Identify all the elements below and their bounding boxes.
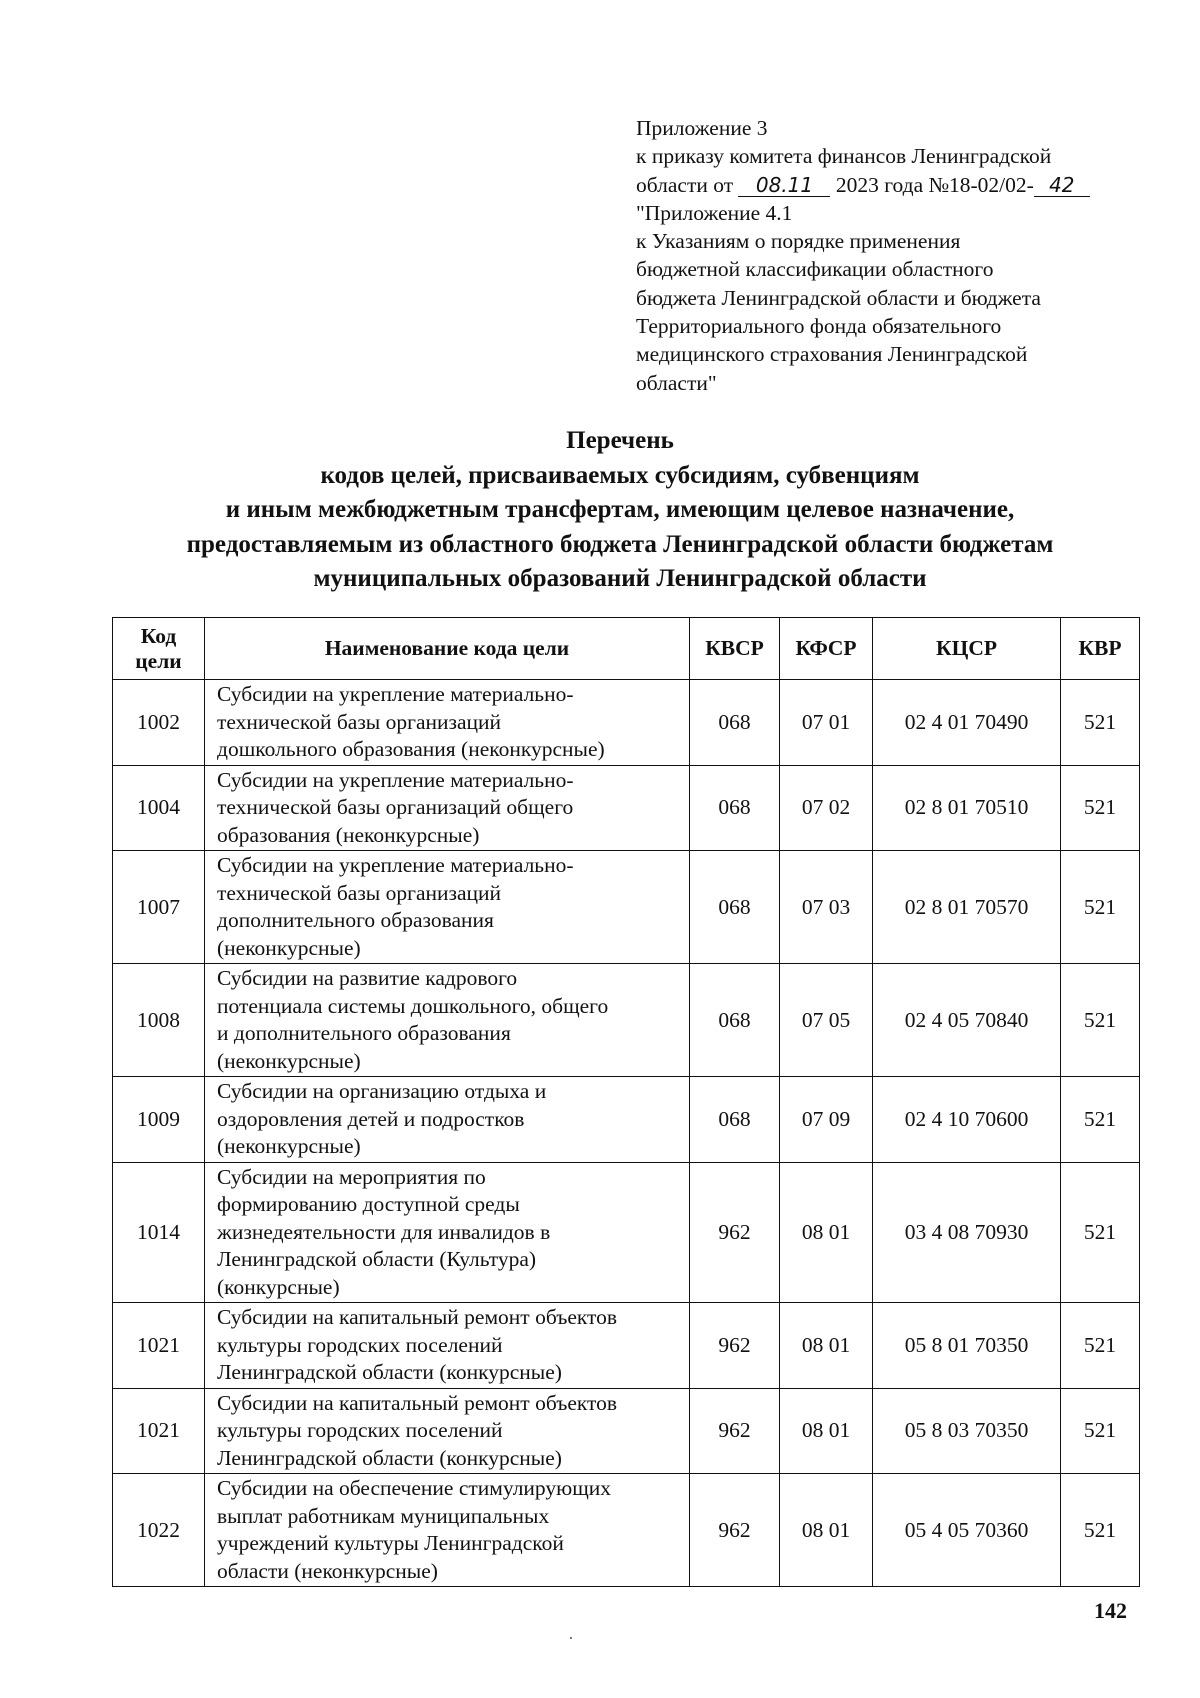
cell-name-line: Субсидии на капитальный ремонт объектов (217, 1390, 618, 1415)
cell-code: 1014 (113, 1162, 205, 1303)
cell-kcsr: 03 4 08 70930 (873, 1162, 1061, 1303)
header-kvr: КВР (1061, 618, 1140, 680)
cell-name-line: культуры городских поселений (217, 1332, 503, 1357)
cell-kvr: 521 (1061, 1388, 1140, 1474)
cell-code: 1021 (113, 1303, 205, 1389)
cell-name-line: технической базы организаций общего (217, 795, 574, 819)
cell-kvr: 521 (1061, 765, 1140, 851)
appendix-line: бюджетной классификации областного (636, 257, 994, 282)
cell-name-line: технической базы организаций (217, 880, 502, 905)
handwritten-date: 08.11 (738, 174, 830, 197)
cell-code: 1021 (113, 1388, 205, 1474)
cell-name-line: дошкольного образования (неконкурсные) (217, 737, 605, 761)
table-header-row (113, 618, 1140, 680)
appendix-line: "Приложение 4.1 (636, 200, 793, 225)
header-code-line: цели (135, 648, 182, 673)
header-name: Наименование кода цели (205, 618, 690, 680)
cell-name-line: (неконкурсные) (217, 1134, 361, 1158)
cell-name-line: культуры городских поселений (217, 1418, 503, 1442)
table-row (113, 1162, 1140, 1303)
header-code-line: Код (140, 623, 177, 648)
table-row (113, 680, 1140, 766)
appendix-order-middle: 2023 года №18-02/02- (835, 172, 1034, 197)
cell-kfsr: 08 01 (780, 1162, 873, 1303)
cell-kvsr: 962 (690, 1474, 780, 1587)
cell-name-line: выплат работникам муниципальных (217, 1503, 550, 1528)
appendix-line: области" (636, 370, 717, 395)
scan-speck (570, 1637, 572, 1639)
cell-kfsr: 07 03 (780, 851, 873, 964)
cell-name-line: Субсидии на организацию отдыха и (217, 1079, 547, 1103)
table-row (113, 1077, 1140, 1163)
header-kfsr: КФСР (780, 618, 873, 680)
title-line: муниципальных образований Ленинградской области (313, 565, 927, 592)
header-kvsr: КВСР (690, 618, 780, 680)
cell-kvsr: 068 (690, 680, 780, 766)
cell-kvsr: 962 (690, 1162, 780, 1303)
cell-name (205, 680, 690, 766)
cell-kvr: 521 (1061, 1474, 1140, 1587)
cell-kfsr: 08 01 (780, 1388, 873, 1474)
appendix-line: медицинского страхования Ленинградской (636, 342, 1028, 367)
cell-name-line: Субсидии на мероприятия по (217, 1164, 486, 1189)
target-codes-table (112, 617, 1140, 1587)
cell-kvsr: 068 (690, 765, 780, 851)
table-row (113, 964, 1140, 1077)
cell-kfsr: 08 01 (780, 1474, 873, 1587)
cell-kcsr: 02 4 10 70600 (873, 1077, 1061, 1163)
cell-kcsr: 05 4 05 70360 (873, 1474, 1061, 1587)
appendix-line: бюджета Ленинградской области и бюджета (636, 285, 1041, 310)
appendix-line: к Указаниям о порядке применения (636, 229, 961, 254)
cell-name-line: Субсидии на обеспечение стимулирующих (217, 1476, 612, 1500)
cell-kfsr: 07 09 (780, 1077, 873, 1163)
table-row (113, 1474, 1140, 1587)
cell-name-line: (неконкурсные) (217, 935, 361, 960)
cell-code: 1007 (113, 851, 205, 964)
cell-kvsr: 068 (690, 1077, 780, 1163)
cell-name (205, 1303, 690, 1389)
table-row (113, 765, 1140, 851)
cell-name-line: и дополнительного образования (217, 1021, 511, 1045)
cell-name-line: (неконкурсные) (217, 1048, 361, 1073)
cell-kcsr: 02 8 01 70570 (873, 851, 1061, 964)
cell-name-line: жизнедеятельности для инвалидов в (217, 1219, 551, 1244)
cell-kcsr: 02 4 01 70490 (873, 680, 1061, 766)
table-row (113, 1303, 1140, 1389)
cell-kcsr: 05 8 01 70350 (873, 1303, 1061, 1389)
cell-name-line: оздоровления детей и подростков (217, 1106, 525, 1131)
cell-name (205, 851, 690, 964)
cell-code: 1022 (113, 1474, 205, 1587)
document-title (60, 424, 1180, 597)
cell-name-line: области (неконкурсные) (217, 1558, 438, 1583)
cell-name-line: (конкурсные) (217, 1274, 340, 1299)
title-line: и иным межбюджетным трансфертам, имеющим целевое назначение, (225, 496, 1015, 523)
cell-name-line: Ленинградской области (конкурсные) (217, 1445, 562, 1470)
table-row (113, 1388, 1140, 1474)
cell-kfsr: 07 05 (780, 964, 873, 1077)
cell-kvr: 521 (1061, 964, 1140, 1077)
cell-code: 1009 (113, 1077, 205, 1163)
appendix-line: к приказу комитета финансов Ленинградской (636, 144, 1052, 169)
cell-name-line: Ленинградской области (конкурсные) (217, 1360, 562, 1384)
cell-name-line: Субсидии на укрепление материально- (217, 853, 574, 877)
cell-kfsr: 07 01 (780, 680, 873, 766)
cell-kvr: 521 (1061, 1303, 1140, 1389)
cell-kvsr: 962 (690, 1303, 780, 1389)
cell-kfsr: 07 02 (780, 765, 873, 851)
title-line: предоставляемым из областного бюджета Ленинградской области бюджетам (186, 530, 1054, 558)
appendix-order-line (636, 171, 1156, 199)
cell-name-line: образования (неконкурсные) (217, 822, 480, 847)
cell-kvr: 521 (1061, 680, 1140, 766)
cell-name (205, 765, 690, 851)
cell-name-line: дополнительного образования (217, 908, 494, 932)
cell-kcsr: 02 4 05 70840 (873, 964, 1061, 1077)
title-line: кодов целей, присваиваемых субсидиям, субвенциям (320, 461, 920, 489)
appendix-line: Приложение 3 (636, 116, 768, 140)
cell-kcsr: 02 8 01 70510 (873, 765, 1061, 851)
cell-name-line: формированию доступной среды (217, 1192, 520, 1216)
cell-name (205, 1474, 690, 1587)
cell-name (205, 1077, 690, 1163)
cell-kvr: 521 (1061, 1077, 1140, 1163)
cell-name-line: технической базы организаций (217, 709, 502, 734)
appendix-order-prefix: области от (636, 172, 734, 197)
header-code (113, 618, 205, 680)
cell-name (205, 1162, 690, 1303)
appendix-header (636, 114, 1156, 397)
cell-name (205, 964, 690, 1077)
cell-kcsr: 05 8 03 70350 (873, 1388, 1061, 1474)
cell-name (205, 1388, 690, 1474)
cell-name-line: Субсидии на укрепление материально- (217, 682, 574, 706)
cell-code: 1002 (113, 680, 205, 766)
cell-code: 1004 (113, 765, 205, 851)
header-kcsr: КЦСР (873, 618, 1061, 680)
cell-name-line: Ленинградской области (Культура) (217, 1247, 537, 1271)
cell-kvsr: 962 (690, 1388, 780, 1474)
cell-kvsr: 068 (690, 964, 780, 1077)
cell-name-line: учреждений культуры Ленинградской (217, 1531, 564, 1555)
cell-name-line: Субсидии на развитие кадрового (217, 966, 518, 990)
handwritten-order-number: 42 (1034, 174, 1090, 197)
cell-name-line: потенциала системы дошкольного, общего (217, 993, 609, 1018)
cell-kfsr: 08 01 (780, 1303, 873, 1389)
cell-kvr: 521 (1061, 851, 1140, 964)
cell-name-line: Субсидии на укрепление материально- (217, 767, 574, 792)
table-row (113, 851, 1140, 964)
table-body (113, 680, 1140, 1587)
title-line: Перечень (566, 427, 674, 454)
page-number: 142 (1094, 1598, 1127, 1623)
cell-kvsr: 068 (690, 851, 780, 964)
cell-name-line: Субсидии на капитальный ремонт объектов (217, 1305, 618, 1329)
cell-code: 1008 (113, 964, 205, 1077)
appendix-line: Территориального фонда обязательного (636, 314, 1002, 339)
cell-kvr: 521 (1061, 1162, 1140, 1303)
